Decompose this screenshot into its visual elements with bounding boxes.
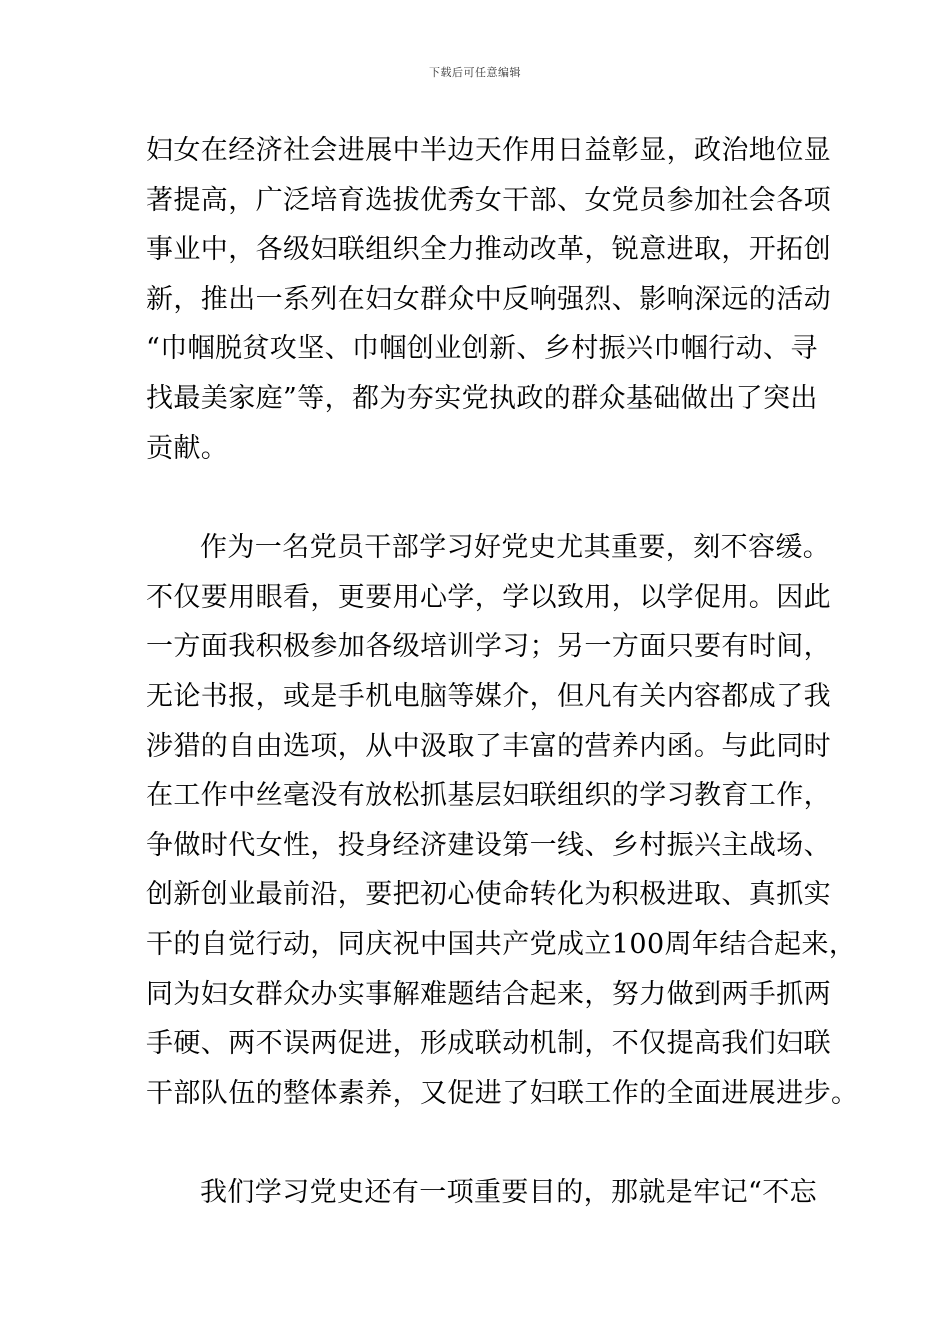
document-body bbox=[146, 126, 859, 1218]
text-line: 妇女在经济社会进展中半边天作用日益彰显，政治地位显 bbox=[146, 135, 831, 166]
header-note: 下载后可任意编辑 bbox=[429, 66, 521, 79]
text-line: 同为妇女群众办实事解难题结合起来，努力做到两手抓两 bbox=[146, 978, 831, 1010]
text-line: 无论书报，或是手机电脑等媒介，但凡有关内容都成了我 bbox=[146, 680, 831, 712]
paragraph-1 bbox=[146, 126, 831, 473]
text-line: 事业中，各级妇联组织全力推动改革，锐意进取，开拓创 bbox=[146, 234, 831, 266]
paragraph-2 bbox=[146, 523, 859, 1118]
text-line: 著提高，广泛培育选拔优秀女干部、女党员参加社会各项 bbox=[146, 184, 831, 216]
text-line: 作为一名党员干部学习好党史尤其重要，刻不容缓。 bbox=[200, 532, 831, 564]
text-line: 创新创业最前沿，要把初心使命转化为积极进取、真抓实 bbox=[146, 879, 831, 911]
paragraph-spacer bbox=[146, 473, 806, 523]
text-line: 在工作中丝毫没有放松抓基层妇联组织的学习教育工作， bbox=[146, 780, 831, 812]
text-line: 干部队伍的整体素养，又促进了妇联工作的全面进展进步。 bbox=[146, 1077, 859, 1109]
paragraph-3 bbox=[146, 1168, 818, 1218]
text-line: 新，推出一系列在妇女群众中反响强烈、影响深远的活动 bbox=[146, 283, 831, 315]
text-line: 不仅要用眼看，更要用心学，学以致用，以学促用。因此 bbox=[146, 581, 831, 613]
paragraph-spacer bbox=[146, 1118, 806, 1168]
text-line: 争做时代女性，投身经济建设第一线、乡村振兴主战场、 bbox=[146, 829, 831, 861]
text-line: “巾帼脱贫攻坚、巾帼创业创新、乡村振兴巾帼行动、寻 bbox=[146, 333, 818, 365]
text-line: 贡献。 bbox=[146, 432, 229, 464]
text-line: 找最美家庭”等，都为夯实党执政的群众基础做出了突出 bbox=[146, 382, 818, 414]
text-line: 手硬、两不误两促进，形成联动机制，不仅提高我们妇联 bbox=[146, 1028, 831, 1060]
text-line: 干的自觉行动，同庆祝中国共产党成立100周年结合起来， bbox=[146, 928, 857, 960]
text-line: 我们学习党史还有一项重要目的，那就是牢记“不忘 bbox=[200, 1177, 818, 1209]
text-line: 一方面我积极参加各级培训学习；另一方面只要有时间， bbox=[146, 631, 831, 663]
text-line: 涉猎的自由选项，从中汲取了丰富的营养内函。与此同时 bbox=[146, 730, 831, 762]
